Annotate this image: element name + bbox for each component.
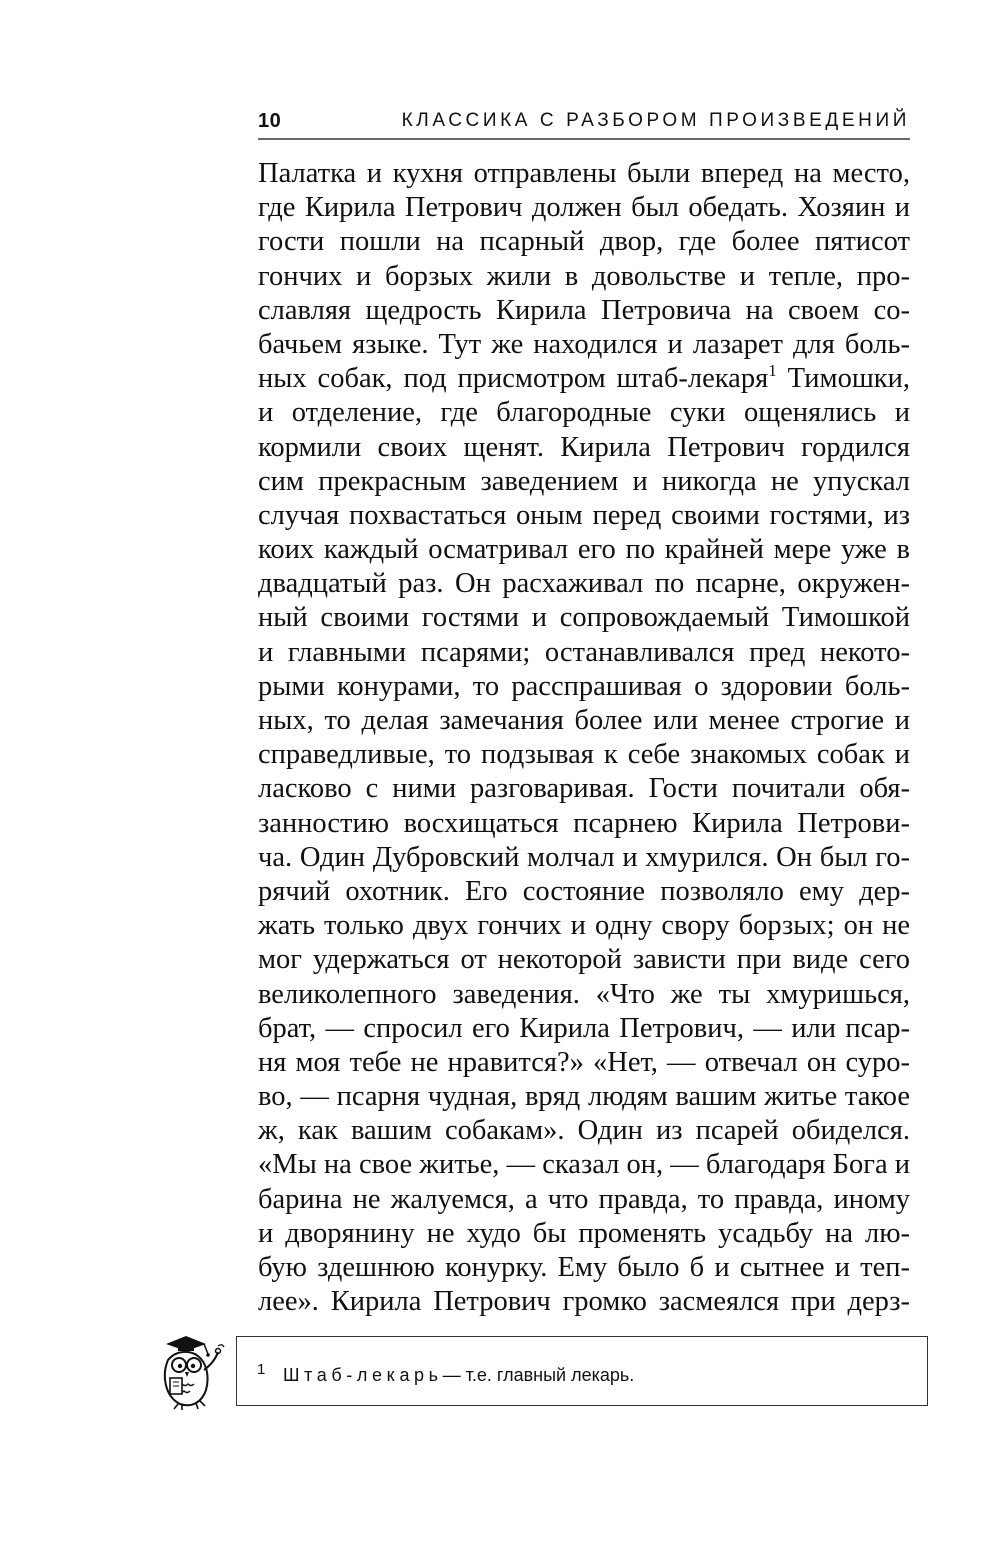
running-header xyxy=(258,106,910,140)
text-line: славляя щедрость Кирила Петровича на своем со- xyxy=(258,294,910,326)
text-line: справедливые, то подзывая к себе знакомых собак и xyxy=(258,739,910,771)
text-line: бачьем языке. Тут же находился и лазарет для боль- xyxy=(258,328,910,360)
text-line: ж, как вашим собакам». Один из псарей обиделся. xyxy=(258,1115,910,1147)
text-line: гончих и борзых жили в довольстве и тепле, про- xyxy=(258,260,910,292)
text-line: «Мы на свое житье, — сказал он, — благодаря Бога и xyxy=(258,1149,910,1181)
text-line: и дворянину не худо бы променять усадьбу на лю- xyxy=(258,1217,910,1249)
text-line: барина не жалуемся, а что правда, то правда, иному xyxy=(258,1183,910,1215)
text-line: ласково с ними разговаривая. Гости почитали обя- xyxy=(258,773,910,805)
text-line: двадцатый раз. Он расхаживал по псарне, окружен- xyxy=(258,568,910,600)
text-line: лее». Кирила Петрович громко засмеялся при дерз- xyxy=(258,1286,910,1318)
footnote-reference[interactable]: 1 xyxy=(768,361,777,381)
text-line: кормили своих щенят. Кирила Петрович гордился xyxy=(258,431,910,463)
text-line: бую здешнюю конурку. Ему было б и сытнее и теп- xyxy=(258,1252,910,1283)
text-line: занностию восхищаться псарнею Кирила Петрови- xyxy=(258,807,910,839)
text-line: мог удержаться от некоторой зависти при виде сего xyxy=(258,944,910,976)
owl-scholar-icon xyxy=(152,1330,230,1410)
text-line: и отделение, где благородные суки ощенялись и xyxy=(258,397,910,429)
text-line-with-footnote-ref xyxy=(258,362,910,396)
page-number: 10 xyxy=(258,110,282,132)
main-text xyxy=(258,157,910,1319)
text-line: сим прекрасным заведением и никогда не упускал xyxy=(258,465,910,497)
footnote-term: Штаб-лекарь xyxy=(283,1365,443,1385)
footnote-definition: — т.е. главный лекарь. xyxy=(442,1365,635,1385)
text-line: ня моя тебе не нравится?» «Нет, — отвечал он суро- xyxy=(258,1046,910,1078)
text-line-part: Тимошки, xyxy=(776,363,910,395)
text-line: Палатка и кухня отправлены были вперед на место, xyxy=(258,158,910,189)
text-line: где Кирила Петрович должен был обедать. Хозяин и xyxy=(258,192,910,224)
text-line: великолепного заведения. «Что же ты хмуришься, xyxy=(258,978,910,1010)
text-line: ных, то делая замечания более или менее строгие и xyxy=(258,705,910,736)
text-line: брат, — спросил его Кирила Петрович, — или псар- xyxy=(258,1012,910,1044)
text-line: жать только двух гончих и одну свору борзых; он не xyxy=(258,910,910,942)
footnote-text xyxy=(283,1365,634,1386)
text-line-part: ных собак, под присмотром штаб-лекаря xyxy=(258,363,769,395)
text-line: ча. Один Дубровский молчал и хмурился. Он был го- xyxy=(258,841,910,873)
text-line: коих каждый осматривал его по крайней мере уже в xyxy=(258,534,910,566)
text-line: во, — псарня чудная, вряд людям вашим житье такое xyxy=(258,1081,910,1113)
footnote-box xyxy=(236,1336,928,1406)
text-line: рыми конурами, то расспрашивая о здоровии боль- xyxy=(258,670,910,702)
text-line: гости пошли на псарный двор, где более пятисот xyxy=(258,226,910,258)
running-title: КЛАССИКА С РАЗБОРОМ ПРОИЗВЕДЕНИЙ xyxy=(401,110,910,131)
text-line: случая похвастаться оным перед своими гостями, из xyxy=(258,499,910,531)
footnote-marker: 1 xyxy=(257,1361,266,1378)
text-line: и главными псарями; останавливался пред некото- xyxy=(258,636,910,668)
text-line: ный своими гостями и сопровождаемый Тимошкой xyxy=(258,602,910,634)
text-line: рячий охотник. Его состояние позволяло ему дер- xyxy=(258,875,910,907)
